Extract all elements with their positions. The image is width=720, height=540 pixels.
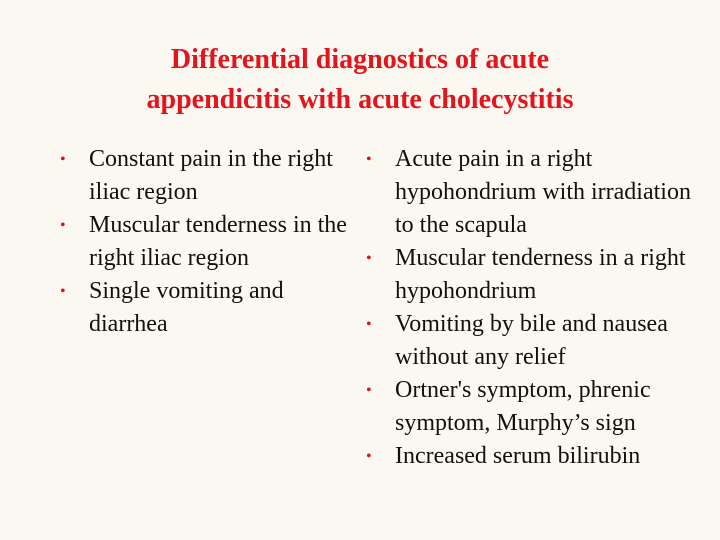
- bullet-icon: •: [366, 382, 372, 399]
- list-item: [366, 440, 706, 473]
- list-item-text: Acute pain in a right hypohondrium with irradiation to the scapula: [395, 146, 691, 238]
- right-bullet-list: [366, 143, 706, 473]
- bullet-icon: •: [60, 217, 66, 234]
- list-item: [60, 275, 355, 341]
- list-item: [366, 143, 706, 242]
- list-item: [60, 209, 355, 275]
- bullet-icon: •: [366, 250, 372, 267]
- slide-title: [60, 40, 660, 120]
- bullet-icon: •: [366, 316, 372, 333]
- list-item-text: Vomiting by bile and nausea without any relief: [395, 311, 668, 370]
- list-item: [366, 374, 706, 440]
- list-item: [60, 143, 355, 209]
- bullet-icon: •: [60, 283, 66, 300]
- title-line-2: appendicitis with acute cholecystitis: [146, 84, 574, 115]
- title-line-1: Differential diagnostics of acute: [170, 44, 550, 75]
- bullet-icon: •: [366, 151, 372, 168]
- list-item: [366, 308, 706, 374]
- bullet-icon: •: [366, 448, 372, 465]
- left-bullet-list: [60, 143, 355, 341]
- list-item: [366, 242, 706, 308]
- list-item-text: Increased serum bilirubin: [395, 443, 641, 469]
- list-item-text: Muscular tenderness in a right hypohondrium: [395, 245, 686, 304]
- list-item-text: Muscular tenderness in the right iliac region: [89, 212, 347, 271]
- list-item-text: Ortner's symptom, phrenic symptom, Murphy’s sign: [395, 377, 651, 436]
- list-item-text: Single vomiting and diarrhea: [89, 278, 284, 337]
- bullet-icon: •: [60, 151, 66, 168]
- list-item-text: Constant pain in the right iliac region: [89, 146, 333, 205]
- right-column: [366, 143, 706, 473]
- left-column: [60, 143, 355, 341]
